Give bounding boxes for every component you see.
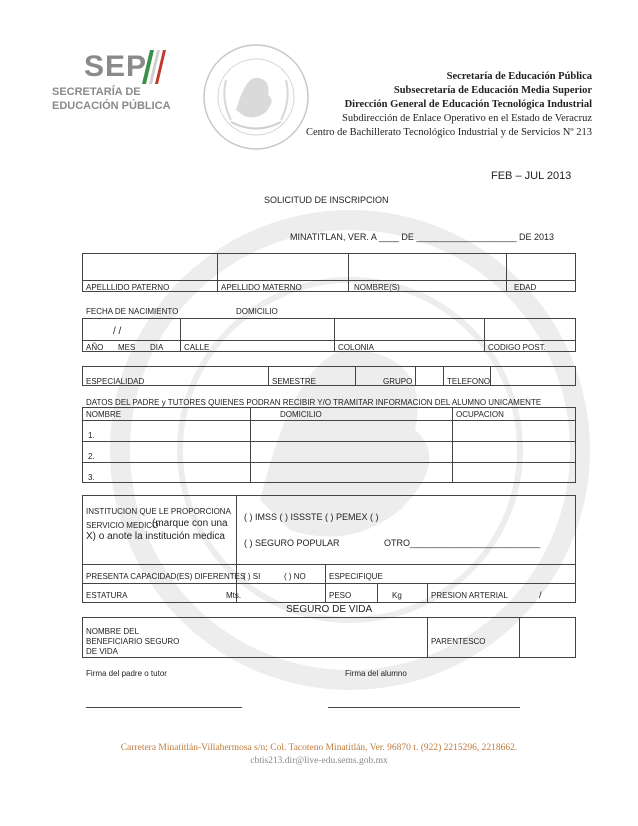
peso-label: PESO — [329, 591, 352, 600]
header-line-2: Subsecretaría de Educación Media Superior — [393, 85, 592, 96]
apellido-materno-label: APELLIDO MATERNO — [221, 283, 302, 292]
capacidades-label: PRESENTA CAPACIDAD(ES) DIFERENTES — [86, 572, 246, 581]
colonia-label: COLONIA — [338, 343, 375, 352]
logo-line-2: EDUCACIÓN PÚBLICA — [52, 100, 171, 112]
domicilio-label: DOMICILIO — [236, 307, 278, 316]
anio-label: AÑO — [86, 343, 104, 352]
beneficiario-line-3: DE VIDA — [86, 647, 119, 656]
header-line-5: Centro de Bachillerato Tecnológico Industrial y de Servicios Nº 213 — [305, 127, 592, 138]
medical-options-1: ( ) IMSS ( ) ISSSTE ( ) PEMEX ( ) — [244, 512, 379, 522]
parents-heading: DATOS DEL PADRE y TUTORES QUIENES PODRAN RECIBIR Y/O TRAMITAR INFORMACION DEL ALUMNO UNICAMENTE — [86, 398, 542, 407]
header-line-3: Dirección General de Educación Tecnológica Industrial — [344, 99, 592, 110]
nombres-label: NOMBRE(S) — [354, 283, 400, 292]
nombre-col-label: NOMBRE — [86, 410, 122, 419]
firma-padre-line — [86, 707, 242, 708]
especifique-label: ESPECIFIQUE — [329, 572, 383, 581]
presion-label: PRESION ARTERIAL — [431, 591, 508, 600]
codigo-postal-label: CODIGO POST. — [488, 343, 546, 352]
edad-label: EDAD — [514, 283, 537, 292]
domicilio-col-label: DOMICILIO — [280, 410, 322, 419]
otro-option: OTRO__________________________ — [384, 538, 541, 548]
institucion-line-2b: (marque con una — [152, 518, 228, 529]
estatura-label: ESTATURA — [86, 591, 128, 600]
logo-line-1: SECRETARÍA DE — [52, 86, 141, 98]
flag-stripes-icon — [140, 48, 166, 86]
fecha-nacimiento-label: FECHA DE NACIMIENTO — [86, 307, 179, 316]
dia-label: DIA — [150, 343, 164, 352]
school-box — [82, 366, 576, 386]
header-line-4: Subdirección de Enlace Operativo en el Estado de Veracruz — [342, 113, 592, 124]
no-option: ( ) NO — [284, 572, 306, 581]
place-date-line: MINATITLAN, VER. A ____ DE ____________________ DE 2013 — [290, 232, 555, 242]
ocupacion-col-label: OCUPACION — [456, 410, 504, 419]
row-1-label: 1. — [88, 431, 95, 440]
especialidad-label: ESPECIALIDAD — [86, 377, 145, 386]
calle-label: CALLE — [184, 343, 210, 352]
row-3-label: 3. — [88, 473, 95, 482]
mexico-seal-icon — [196, 40, 316, 155]
footer-email: cbtis213.dir@live-edu.sems.gob.mx — [250, 756, 388, 766]
semestre-label: SEMESTRE — [272, 377, 317, 386]
seguro-popular-option: ( ) SEGURO POPULAR — [244, 538, 340, 548]
firma-alumno-line — [328, 707, 520, 708]
beneficiario-line-2: BENEFICIARIO SEGURO — [86, 637, 180, 646]
beneficiario-line-1: NOMBRE DEL — [86, 627, 139, 636]
seguro-vida-title: SEGURO DE VIDA — [286, 604, 373, 615]
date-slashes: / / — [113, 326, 122, 337]
institucion-line-1: INSTITUCION QUE LE PROPORCIONA — [86, 507, 231, 516]
presion-slash: / — [539, 590, 542, 600]
footer-address: Carretera Minatitlán-Villahermosa s/n; Col. Tacoteno Minatitlán, Ver. 96870 t. (922) 2215296, 2218662. — [120, 743, 518, 753]
institucion-line-3: X) o anote la institución medica — [86, 531, 225, 542]
firma-padre-label: Firma del padre o tutor — [86, 669, 167, 678]
institucion-line-2a: SERVICIO MEDICO — [86, 521, 159, 530]
mes-label: MES — [118, 343, 136, 352]
apellido-paterno-label: APELLLIDO PATERNO — [86, 283, 170, 292]
header-line-1: Secretaría de Educación Pública — [446, 71, 592, 82]
telefono-label: TELEFONO — [447, 377, 491, 386]
row-2-label: 2. — [88, 452, 95, 461]
grupo-label: GRUPO — [383, 377, 413, 386]
firma-alumno-label: Firma del alumno — [345, 669, 407, 678]
mts-label: Mts. — [226, 591, 242, 600]
form-title: SOLICITUD DE INSCRIPCION — [264, 195, 389, 205]
parentesco-label: PARENTESCO — [431, 637, 486, 646]
sep-logo-text: SEP — [84, 50, 148, 83]
kg-label: Kg — [392, 591, 402, 600]
period-label: FEB – JUL 2013 — [491, 170, 572, 182]
si-option: ( ) SI — [243, 572, 261, 581]
